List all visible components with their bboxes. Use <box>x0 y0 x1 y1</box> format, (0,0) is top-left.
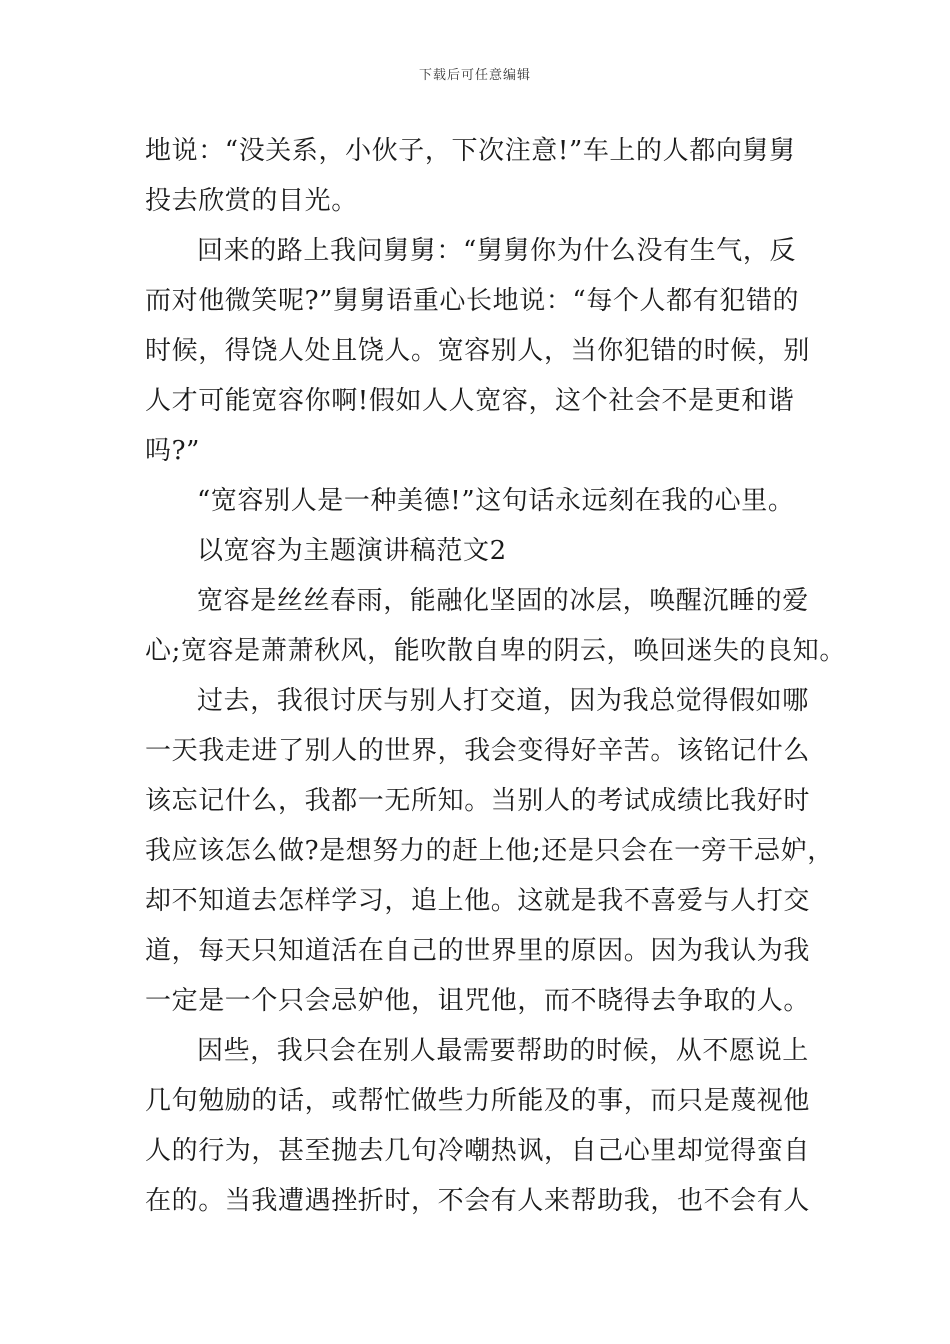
text-line: 一天我走进了别人的世界，我会变得好辛苦。该铭记什么 <box>145 736 811 766</box>
text-line: 几句勉励的话，或帮忙做些力所能及的事，而只是蔑视他 <box>145 1086 811 1116</box>
text-line: 吗?” <box>145 436 201 466</box>
text-line: 我应该怎么做?是想努力的赶上他;还是只会在一旁干忌妒， <box>145 836 834 866</box>
document-body <box>145 126 846 1226</box>
text-line: 而对他微笑呢?”舅舅语重心长地说：“每个人都有犯错的 <box>145 286 800 316</box>
text-line: 该忘记什么，我都一无所知。当别人的考试成绩比我好时 <box>145 786 811 816</box>
text-line: 一定是一个只会忌妒他，诅咒他，而不晓得去争取的人。 <box>145 986 811 1016</box>
text-line: 在的。当我遭遇挫折时，不会有人来帮助我，也不会有人 <box>145 1186 811 1216</box>
text-line: 因些，我只会在别人最需要帮助的时候，从不愿说上 <box>197 1036 809 1066</box>
text-line: 时候，得饶人处且饶人。宽容别人，当你犯错的时候，别 <box>145 336 811 366</box>
text-line: “宽容别人是一种美德!”这句话永远刻在我的心里。 <box>197 486 795 516</box>
text-line: 投去欣赏的目光。 <box>145 186 358 216</box>
text-line: 人才可能宽容你啊!假如人人宽容，这个社会不是更和谐 <box>145 386 795 416</box>
page-header-note: 下载后可任意编辑 <box>418 68 531 83</box>
text-line: 过去，我很讨厌与别人打交道，因为我总觉得假如哪 <box>197 686 809 716</box>
text-line: 以宽容为主题演讲稿范文2 <box>197 536 507 566</box>
text-line: 心;宽容是萧萧秋风，能吹散自卑的阴云，唤回迷失的良知。 <box>145 636 846 666</box>
text-line: 地说：“没关系，小伙子，下次注意!”车上的人都向舅舅 <box>145 136 796 166</box>
text-line: 人的行为，甚至抛去几句冷嘲热讽，自己心里却觉得蛮自 <box>145 1136 811 1166</box>
text-line: 道，每天只知道活在自己的世界里的原因。因为我认为我 <box>145 936 811 966</box>
text-line: 却不知道去怎样学习，追上他。这就是我不喜爱与人打交 <box>145 886 811 916</box>
text-line: 宽容是丝丝春雨，能融化坚固的冰层，唤醒沉睡的爱 <box>197 586 809 616</box>
text-line: 回来的路上我问舅舅：“舅舅你为什么没有生气，反 <box>197 236 797 266</box>
